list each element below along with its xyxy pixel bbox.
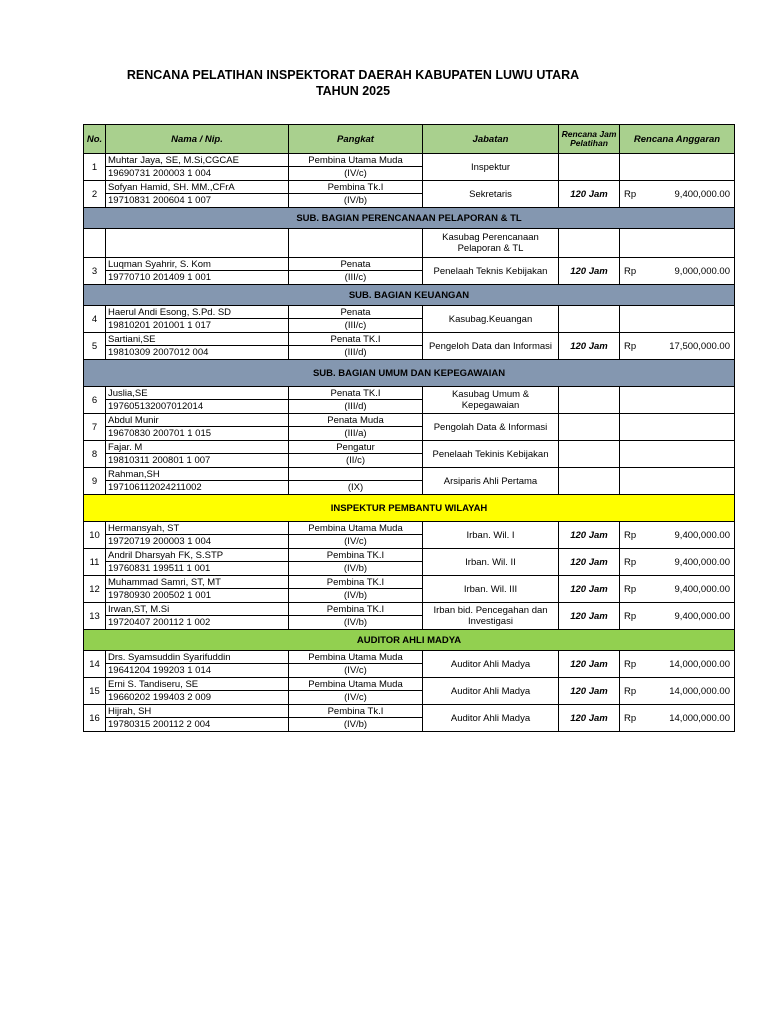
- document-year: TAHUN 2025: [315, 84, 391, 98]
- currency-label: Rp: [624, 685, 637, 697]
- position-cell: Kasubag Perencanaan Pelaporan & TL: [423, 229, 559, 258]
- rank-grade: (IV/b): [343, 563, 368, 574]
- training-hours-cell: 120 Jam: [559, 549, 620, 576]
- section-title: AUDITOR AHLI MADYA: [84, 630, 735, 651]
- rank-grade: (IV/b): [343, 617, 368, 628]
- table-row: [84, 258, 735, 285]
- employee-name: Andril Dharsyah FK, S.STP: [106, 549, 288, 562]
- budget-cell: [620, 387, 735, 414]
- employee-nip: 19690731 200003 1 004: [108, 168, 212, 179]
- rank-cell: [289, 441, 423, 468]
- section-title: SUB. BAGIAN KEUANGAN: [84, 285, 735, 306]
- employee-name: Fajar. M: [106, 441, 288, 454]
- row-number: 9: [84, 468, 106, 495]
- training-hours-cell: [559, 414, 620, 441]
- rank-grade: (IV/b): [343, 195, 368, 206]
- row-number: 6: [84, 387, 106, 414]
- row-number: 11: [84, 549, 106, 576]
- position-cell: Irban. Wil. II: [423, 549, 559, 576]
- employee-nip: 19810201 201001 1 017: [108, 320, 212, 331]
- training-hours-cell: 120 Jam: [559, 522, 620, 549]
- table-row: [84, 651, 735, 678]
- position-cell: Auditor Ahli Madya: [423, 651, 559, 678]
- budget-cell: [620, 651, 735, 678]
- rank-title: Pembina Utama Muda: [289, 651, 422, 664]
- table-row: [84, 333, 735, 360]
- rank-title: Penata: [289, 258, 422, 271]
- training-hours-cell: 120 Jam: [559, 181, 620, 208]
- rank-cell: [289, 229, 423, 258]
- rank-title: [289, 468, 422, 481]
- section-title: INSPEKTUR PEMBANTU WILAYAH: [84, 495, 735, 522]
- employee-nip: 19810311 200801 1 007: [108, 455, 211, 466]
- name-nip-cell: [106, 306, 289, 333]
- budget-amount: 9,400,000.00: [674, 583, 730, 595]
- employee-name: Sofyan Hamid, SH. MM.,CFrA: [106, 181, 288, 194]
- position-cell: Kasubag Umum & Kepegawaian: [423, 387, 559, 414]
- rank-title: Pembina Utama Muda: [289, 522, 422, 535]
- section-header-row: [84, 360, 735, 387]
- rank-grade: (IV/b): [343, 719, 368, 730]
- employee-nip: 197605132007012014: [108, 401, 204, 412]
- name-nip-cell: [106, 678, 289, 705]
- table-row: [84, 678, 735, 705]
- budget-cell: [620, 705, 735, 732]
- name-nip-cell: [106, 468, 289, 495]
- rank-cell: [289, 181, 423, 208]
- budget-cell: [620, 441, 735, 468]
- currency-label: Rp: [624, 188, 637, 200]
- name-nip-cell: [106, 549, 289, 576]
- row-number: 13: [84, 603, 106, 630]
- row-number: 16: [84, 705, 106, 732]
- position-cell: Auditor Ahli Madya: [423, 705, 559, 732]
- training-hours-cell: [559, 387, 620, 414]
- table-row: [84, 414, 735, 441]
- rank-cell: [289, 468, 423, 495]
- employee-name: Haerul Andi Esong, S.Pd. SD: [106, 306, 288, 319]
- name-nip-cell: [106, 333, 289, 360]
- rank-grade: (IV/b): [343, 590, 368, 601]
- training-hours-cell: 120 Jam: [559, 678, 620, 705]
- section-title: SUB. BAGIAN UMUM DAN KEPEGAWAIAN: [84, 360, 735, 387]
- row-number: 8: [84, 441, 106, 468]
- rank-title: Penata Muda: [289, 414, 422, 427]
- currency-label: Rp: [624, 265, 637, 277]
- currency-label: Rp: [624, 340, 637, 352]
- position-cell: Irban bid. Pencegahan dan Investigasi: [423, 603, 559, 630]
- table-row: [84, 306, 735, 333]
- employee-name: Hijrah, SH: [106, 705, 288, 718]
- header-nama: Nama / Nip.: [106, 125, 289, 154]
- employee-nip: 19641204 199203 1 014: [108, 665, 212, 676]
- table-row: [84, 387, 735, 414]
- section-header-row: [84, 208, 735, 229]
- training-hours-cell: 120 Jam: [559, 576, 620, 603]
- rank-title: Pembina Tk.I: [289, 181, 422, 194]
- rank-grade: (III/d): [344, 347, 367, 358]
- rank-cell: [289, 678, 423, 705]
- header-jam: Rencana Jam Pelatihan: [559, 125, 620, 154]
- budget-cell: [620, 522, 735, 549]
- row-number: 14: [84, 651, 106, 678]
- name-nip-cell: [106, 229, 289, 258]
- rank-cell: [289, 651, 423, 678]
- employee-nip: 19710831 200604 1 007: [108, 195, 212, 206]
- budget-cell: [620, 576, 735, 603]
- table-row: [84, 441, 735, 468]
- header-pangkat: Pangkat: [289, 125, 423, 154]
- employee-name: Irwan,ST, M.Si: [106, 603, 288, 616]
- budget-amount: 9,400,000.00: [674, 610, 730, 622]
- budget-amount: 9,400,000.00: [674, 188, 730, 200]
- rank-title: Pembina TK.I: [289, 603, 422, 616]
- currency-label: Rp: [624, 529, 637, 541]
- row-number: 12: [84, 576, 106, 603]
- position-cell: Kasubag.Keuangan: [423, 306, 559, 333]
- row-number: 1: [84, 154, 106, 181]
- section-title: SUB. BAGIAN PERENCANAAN PELAPORAN & TL: [84, 208, 735, 229]
- row-number: 15: [84, 678, 106, 705]
- name-nip-cell: [106, 705, 289, 732]
- row-number: 7: [84, 414, 106, 441]
- budget-amount: 14,000,000.00: [669, 685, 730, 697]
- employee-nip: 19720407 200112 1 002: [108, 617, 211, 628]
- name-nip-cell: [106, 258, 289, 285]
- name-nip-cell: [106, 441, 289, 468]
- rank-cell: [289, 705, 423, 732]
- table-header-row: [84, 125, 735, 154]
- rank-title: Penata TK.I: [289, 387, 422, 400]
- position-cell: Penelaah Tekinis Kebijakan: [423, 441, 559, 468]
- rank-cell: [289, 522, 423, 549]
- currency-label: Rp: [624, 712, 637, 724]
- employee-nip: 19670830 200701 1 015: [108, 428, 212, 439]
- training-hours-cell: 120 Jam: [559, 603, 620, 630]
- employee-name: Muhammad Samri, ST, MT: [106, 576, 288, 589]
- rank-cell: [289, 306, 423, 333]
- budget-cell: [620, 154, 735, 181]
- employee-nip: 19780930 200502 1 001: [108, 590, 212, 601]
- rank-grade: (III/c): [344, 272, 367, 283]
- position-cell: Irban. Wil. III: [423, 576, 559, 603]
- name-nip-cell: [106, 522, 289, 549]
- table-row: [84, 468, 735, 495]
- section-header-row: [84, 495, 735, 522]
- currency-label: Rp: [624, 556, 637, 568]
- employee-nip: 19720719 200003 1 004: [108, 536, 212, 547]
- currency-label: Rp: [624, 658, 637, 670]
- document-title: RENCANA PELATIHAN INSPEKTORAT DAERAH KABUPATEN LUWU UTARA: [126, 68, 580, 82]
- name-nip-cell: [106, 181, 289, 208]
- rank-cell: [289, 333, 423, 360]
- currency-label: Rp: [624, 583, 637, 595]
- budget-amount: 14,000,000.00: [669, 712, 730, 724]
- position-cell: Inspektur: [423, 154, 559, 181]
- rank-grade: (II/c): [346, 455, 365, 466]
- table-row: [84, 705, 735, 732]
- rank-cell: [289, 603, 423, 630]
- employee-name: Juslia,SE: [106, 387, 288, 400]
- header-anggaran: Rencana Anggaran: [620, 125, 735, 154]
- name-nip-cell: [106, 154, 289, 181]
- rank-grade: (IV/c): [344, 665, 367, 676]
- training-hours-cell: [559, 229, 620, 258]
- rank-grade: (IV/c): [344, 536, 367, 547]
- position-cell: Pengolah Data & Informasi: [423, 414, 559, 441]
- rank-title: Pembina TK.I: [289, 549, 422, 562]
- training-hours-cell: 120 Jam: [559, 705, 620, 732]
- employee-name: Muhtar Jaya, SE, M.Si,CGCAE: [106, 154, 288, 167]
- training-hours-cell: [559, 468, 620, 495]
- training-hours-cell: [559, 441, 620, 468]
- rank-title: Pengatur: [289, 441, 422, 454]
- rank-cell: [289, 549, 423, 576]
- row-number: 5: [84, 333, 106, 360]
- budget-amount: 9,000,000.00: [674, 265, 730, 277]
- employee-name: Hermansyah, ST: [106, 522, 288, 535]
- header-jabatan: Jabatan: [423, 125, 559, 154]
- table-row: [84, 229, 735, 258]
- budget-amount: 14,000,000.00: [669, 658, 730, 670]
- training-hours-cell: [559, 154, 620, 181]
- training-hours-cell: 120 Jam: [559, 258, 620, 285]
- rank-title: Penata TK.I: [289, 333, 422, 346]
- employee-nip: 19760831 199511 1 001: [108, 563, 211, 574]
- row-number: [84, 229, 106, 258]
- training-hours-cell: 120 Jam: [559, 333, 620, 360]
- rank-grade: (III/a): [344, 428, 367, 439]
- employee-nip: 197106112024211002: [108, 482, 202, 493]
- budget-cell: [620, 603, 735, 630]
- name-nip-cell: [106, 576, 289, 603]
- table-row: [84, 181, 735, 208]
- rank-grade: (III/d): [344, 401, 367, 412]
- section-header-row: [84, 630, 735, 651]
- name-nip-cell: [106, 387, 289, 414]
- rank-cell: [289, 258, 423, 285]
- training-plan-table: [83, 124, 735, 732]
- budget-cell: [620, 678, 735, 705]
- table-row: [84, 522, 735, 549]
- employee-name: Abdul Munir: [106, 414, 288, 427]
- rank-cell: [289, 387, 423, 414]
- employee-name: Luqman Syahrir, S. Kom: [106, 258, 288, 271]
- training-hours-cell: [559, 306, 620, 333]
- section-header-row: [84, 285, 735, 306]
- position-cell: Penelaah Teknis Kebijakan: [423, 258, 559, 285]
- employee-nip: 19780315 200112 2 004: [108, 719, 211, 730]
- budget-amount: 9,400,000.00: [674, 529, 730, 541]
- position-cell: Irban. Wil. I: [423, 522, 559, 549]
- row-number: 3: [84, 258, 106, 285]
- employee-name: Drs. Syamsuddin Syarifuddin: [106, 651, 288, 664]
- rank-grade: (IV/c): [344, 168, 367, 179]
- row-number: 2: [84, 181, 106, 208]
- employee-name: Erni S. Tandiseru, SE: [106, 678, 288, 691]
- table-row: [84, 576, 735, 603]
- header-no: No.: [84, 125, 106, 154]
- name-nip-cell: [106, 414, 289, 441]
- rank-title: Penata: [289, 306, 422, 319]
- name-nip-cell: [106, 651, 289, 678]
- currency-label: Rp: [624, 610, 637, 622]
- name-nip-cell: [106, 603, 289, 630]
- row-number: 4: [84, 306, 106, 333]
- rank-cell: [289, 414, 423, 441]
- training-hours-cell: 120 Jam: [559, 651, 620, 678]
- rank-title: Pembina Utama Muda: [289, 678, 422, 691]
- budget-cell: [620, 468, 735, 495]
- budget-amount: 17,500,000.00: [669, 340, 730, 352]
- budget-cell: [620, 181, 735, 208]
- employee-name: Sartiani,SE: [106, 333, 288, 346]
- position-cell: Arsiparis Ahli Pertama: [423, 468, 559, 495]
- rank-grade: (IV/c): [344, 692, 367, 703]
- position-cell: Sekretaris: [423, 181, 559, 208]
- budget-cell: [620, 258, 735, 285]
- rank-grade: (IX): [347, 482, 364, 493]
- rank-title: Pembina TK.I: [289, 576, 422, 589]
- rank-grade: (III/c): [344, 320, 367, 331]
- budget-cell: [620, 414, 735, 441]
- budget-cell: [620, 549, 735, 576]
- employee-nip: 19810309 2007012 004: [108, 347, 209, 358]
- position-cell: Pengeloh Data dan Informasi: [423, 333, 559, 360]
- rank-cell: [289, 576, 423, 603]
- employee-nip: 19660202 199403 2 009: [108, 692, 212, 703]
- table-row: [84, 549, 735, 576]
- budget-cell: [620, 306, 735, 333]
- position-cell: Auditor Ahli Madya: [423, 678, 559, 705]
- rank-title: Pembina Tk.I: [289, 705, 422, 718]
- employee-name: Rahman,SH: [106, 468, 288, 481]
- employee-nip: 19770710 201409 1 001: [108, 272, 212, 283]
- rank-title: Pembina Utama Muda: [289, 154, 422, 167]
- table-row: [84, 154, 735, 181]
- budget-cell: [620, 229, 735, 258]
- budget-cell: [620, 333, 735, 360]
- rank-cell: [289, 154, 423, 181]
- budget-amount: 9,400,000.00: [674, 556, 730, 568]
- table-row: [84, 603, 735, 630]
- row-number: 10: [84, 522, 106, 549]
